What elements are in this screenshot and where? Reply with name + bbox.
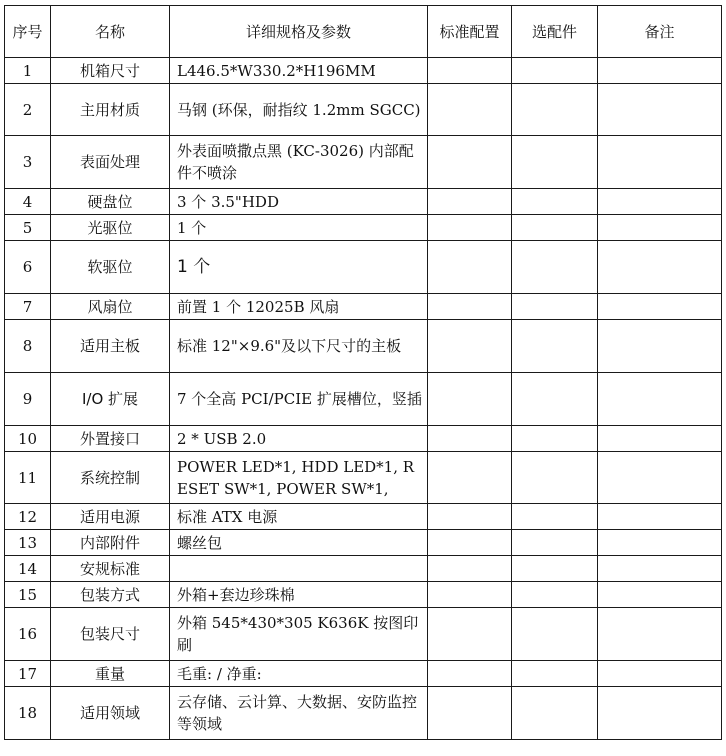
note-cell <box>598 294 722 320</box>
optional-cell <box>512 687 598 740</box>
item-name: 重量 <box>51 661 170 687</box>
header-name: 名称 <box>51 6 170 58</box>
table-row <box>5 320 722 373</box>
optional-cell <box>512 241 598 294</box>
optional-cell <box>512 189 598 215</box>
standard-cell <box>428 294 512 320</box>
item-spec: POWER LED*1, HDD LED*1, RESET SW*1, POWER SW*1, <box>170 452 428 504</box>
table-row <box>5 189 722 215</box>
table-row <box>5 452 722 504</box>
spec-table <box>4 5 722 740</box>
note-cell <box>598 530 722 556</box>
note-cell <box>598 608 722 661</box>
standard-cell <box>428 530 512 556</box>
table-row <box>5 241 722 294</box>
item-name: 系统控制 <box>51 452 170 504</box>
item-spec: 毛重: / 净重: <box>170 661 428 687</box>
optional-cell <box>512 661 598 687</box>
table-row <box>5 504 722 530</box>
table-row <box>5 426 722 452</box>
optional-cell <box>512 294 598 320</box>
note-cell <box>598 373 722 426</box>
note-cell <box>598 582 722 608</box>
table-row <box>5 84 722 136</box>
header-standard: 标准配置 <box>428 6 512 58</box>
item-name: 风扇位 <box>51 294 170 320</box>
row-number: 17 <box>5 661 51 687</box>
note-cell <box>598 215 722 241</box>
optional-cell <box>512 556 598 582</box>
table-row <box>5 556 722 582</box>
row-number: 13 <box>5 530 51 556</box>
row-number: 4 <box>5 189 51 215</box>
item-name: 适用领域 <box>51 687 170 740</box>
item-spec: 马钢 (环保，耐指纹 1.2mm SGCC) <box>170 84 428 136</box>
item-name: 安规标准 <box>51 556 170 582</box>
standard-cell <box>428 426 512 452</box>
item-spec: L446.5*W330.2*H196MM <box>170 58 428 84</box>
row-number: 1 <box>5 58 51 84</box>
item-name: 软驱位 <box>51 241 170 294</box>
standard-cell <box>428 189 512 215</box>
header-spec: 详细规格及参数 <box>170 6 428 58</box>
item-name: 硬盘位 <box>51 189 170 215</box>
row-number: 15 <box>5 582 51 608</box>
item-spec: 7 个全高 PCI/PCIE 扩展槽位，竖插 <box>170 373 428 426</box>
row-number: 6 <box>5 241 51 294</box>
row-number: 5 <box>5 215 51 241</box>
standard-cell <box>428 687 512 740</box>
item-name: 适用主板 <box>51 320 170 373</box>
row-number: 18 <box>5 687 51 740</box>
note-cell <box>598 452 722 504</box>
optional-cell <box>512 582 598 608</box>
item-spec: 标准 12"×9.6"及以下尺寸的主板 <box>170 320 428 373</box>
standard-cell <box>428 504 512 530</box>
item-spec: 外箱 545*430*305 K636K 按图印刷 <box>170 608 428 661</box>
note-cell <box>598 320 722 373</box>
item-spec: 标准 ATX 电源 <box>170 504 428 530</box>
optional-cell <box>512 136 598 189</box>
note-cell <box>598 687 722 740</box>
row-number: 12 <box>5 504 51 530</box>
item-name: 光驱位 <box>51 215 170 241</box>
item-spec: 外箱+套边珍珠棉 <box>170 582 428 608</box>
item-spec: 2 * USB 2.0 <box>170 426 428 452</box>
optional-cell <box>512 215 598 241</box>
table-row <box>5 687 722 740</box>
item-name: 包装尺寸 <box>51 608 170 661</box>
optional-cell <box>512 608 598 661</box>
note-cell <box>598 84 722 136</box>
standard-cell <box>428 136 512 189</box>
row-number: 11 <box>5 452 51 504</box>
standard-cell <box>428 241 512 294</box>
header-note: 备注 <box>598 6 722 58</box>
optional-cell <box>512 426 598 452</box>
optional-cell <box>512 530 598 556</box>
item-name: 主用材质 <box>51 84 170 136</box>
row-number: 2 <box>5 84 51 136</box>
standard-cell <box>428 661 512 687</box>
note-cell <box>598 556 722 582</box>
header-row <box>5 6 722 58</box>
item-spec: 3 个 3.5"HDD <box>170 189 428 215</box>
table-row <box>5 582 722 608</box>
optional-cell <box>512 84 598 136</box>
standard-cell <box>428 215 512 241</box>
standard-cell <box>428 452 512 504</box>
row-number: 10 <box>5 426 51 452</box>
item-name: 适用电源 <box>51 504 170 530</box>
row-number: 7 <box>5 294 51 320</box>
table-row <box>5 136 722 189</box>
table-row <box>5 530 722 556</box>
header-no: 序号 <box>5 6 51 58</box>
note-cell <box>598 58 722 84</box>
standard-cell <box>428 58 512 84</box>
row-number: 9 <box>5 373 51 426</box>
optional-cell <box>512 320 598 373</box>
item-name: I/O 扩展 <box>51 373 170 426</box>
item-spec: 1 个 <box>170 215 428 241</box>
spec-body <box>5 58 722 740</box>
optional-cell <box>512 452 598 504</box>
header-optional: 选配件 <box>512 6 598 58</box>
note-cell <box>598 504 722 530</box>
item-spec: 前置 1 个 12025B 风扇 <box>170 294 428 320</box>
note-cell <box>598 189 722 215</box>
item-name: 机箱尺寸 <box>51 58 170 84</box>
item-name: 包装方式 <box>51 582 170 608</box>
item-name: 内部附件 <box>51 530 170 556</box>
row-number: 8 <box>5 320 51 373</box>
table-row <box>5 215 722 241</box>
optional-cell <box>512 58 598 84</box>
standard-cell <box>428 556 512 582</box>
table-row <box>5 373 722 426</box>
table-row <box>5 58 722 84</box>
item-spec: 云存储、云计算、大数据、安防监控等领域 <box>170 687 428 740</box>
item-spec: 1 个 <box>170 241 428 294</box>
row-number: 16 <box>5 608 51 661</box>
item-spec: 螺丝包 <box>170 530 428 556</box>
table-row <box>5 661 722 687</box>
note-cell <box>598 661 722 687</box>
note-cell <box>598 241 722 294</box>
optional-cell <box>512 373 598 426</box>
standard-cell <box>428 373 512 426</box>
row-number: 14 <box>5 556 51 582</box>
row-number: 3 <box>5 136 51 189</box>
standard-cell <box>428 608 512 661</box>
item-spec: 外表面喷撒点黑 (KC-3026) 内部配件不喷涂 <box>170 136 428 189</box>
table-row <box>5 608 722 661</box>
item-name: 外置接口 <box>51 426 170 452</box>
item-spec <box>170 556 428 582</box>
standard-cell <box>428 84 512 136</box>
optional-cell <box>512 504 598 530</box>
standard-cell <box>428 320 512 373</box>
table-row <box>5 294 722 320</box>
standard-cell <box>428 582 512 608</box>
note-cell <box>598 136 722 189</box>
note-cell <box>598 426 722 452</box>
item-name: 表面处理 <box>51 136 170 189</box>
